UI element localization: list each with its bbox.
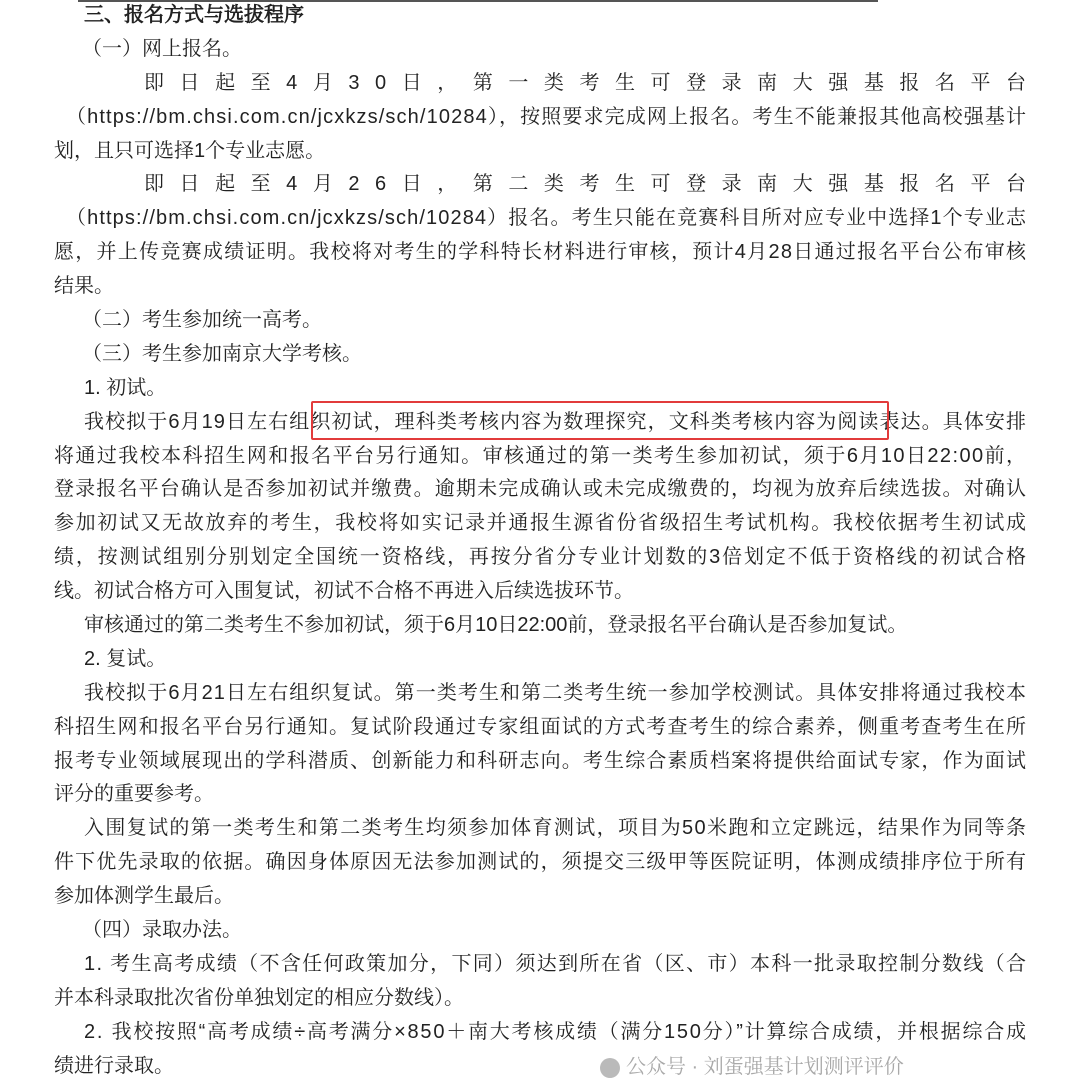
- text-line: [54, 473, 1026, 507]
- text-line: [54, 202, 1026, 236]
- text-line-content: 划，且只可选择1个专业志愿。: [54, 139, 326, 162]
- red-highlight-box: [311, 401, 889, 440]
- text-line-content: 线。初试合格方可入围复试，初试不合格不再进入后续选拔环节。: [54, 580, 634, 603]
- text-line-content: （二）考生参加统一高考。: [82, 309, 322, 332]
- text-line-content: 愿，并上传竞赛成绩证明。我校将对考生的学科特长材料进行审核，预计4月28日通过报名平台公布审核: [54, 241, 1028, 264]
- text-line: [54, 643, 1026, 677]
- text-line-content: 三、报名方式与选拔程序: [84, 4, 304, 26]
- text-line: [54, 846, 1026, 880]
- text-line: [54, 101, 1026, 135]
- text-line-content: 科招生网和报名平台另行通知。复试阶段通过专家组面试的方式考查考生的综合素养，侧重考查考生在所: [54, 715, 1028, 738]
- text-line-content: 评分的重要参考。: [54, 783, 214, 806]
- text-line-content: 1. 考生高考成绩（不含任何政策加分，下同）须达到所在省（区、市）本科一批录取控制分数线（合: [84, 952, 1028, 975]
- text-line: [54, 609, 1026, 643]
- text-line: [54, 440, 1026, 474]
- text-line-content: 件下优先录取的依据。确因身体原因无法参加测试的，须提交三级甲等医院证明，体测成绩排序位于所有: [54, 851, 1028, 874]
- text-line: [54, 304, 1026, 338]
- text-line-content: 我校拟于6月19日左右组织初试，理科类考核内容为数理探究，文科类考核内容为阅读表达。具体安排: [84, 410, 1028, 433]
- text-line: [54, 33, 1026, 67]
- text-line: [54, 338, 1026, 372]
- text-line-content: （四）录取办法。: [82, 919, 242, 942]
- watermark: [600, 1053, 904, 1081]
- text-line: [54, 507, 1026, 541]
- text-line-content: （https://bm.chsi.com.cn/jcxkzs/sch/10284），按照要求完成网上报名。考生不能兼报其他高校强基计: [66, 105, 1028, 128]
- text-line-content: 即日起至4月26日，第二类考生可登录南大强基报名平台: [144, 173, 1042, 196]
- text-line-content: 结果。: [54, 275, 114, 298]
- text-line: [54, 711, 1026, 745]
- text-line: [54, 778, 1026, 812]
- text-line-content: 即日起至4月30日，第一类考生可登录南大强基报名平台: [144, 71, 1042, 94]
- text-line: [54, 270, 1026, 304]
- wechat-icon: [600, 1058, 620, 1078]
- text-line-content: （一）网上报名。: [82, 37, 242, 60]
- text-line: [54, 575, 1026, 609]
- text-line: [54, 982, 1026, 1016]
- text-line-content: （https://bm.chsi.com.cn/jcxkzs/sch/10284）报名。考生只能在竞赛科目所对应专业中选择1个专业志: [66, 207, 1028, 230]
- text-line-content: 绩进行录取。: [54, 1054, 174, 1077]
- text-line: [54, 541, 1026, 575]
- text-line-content: 登录报名平台确认是否参加初试并缴费。逾期未完成确认或未完成缴费的，均视为放弃后续选拔。对确认: [54, 478, 1028, 501]
- text-line: [54, 677, 1026, 711]
- text-line: [54, 812, 1026, 846]
- text-line-content: 并本科录取批次省份单独划定的相应分数线）。: [54, 986, 464, 1009]
- text-line-content: 参加初试又无故放弃的考生，我校将如实记录并通报生源省份省级招生考试机构。我校依据考生初试成: [54, 512, 1028, 535]
- text-line-content: 2. 复试。: [84, 647, 167, 670]
- text-line: [54, 1016, 1026, 1050]
- text-line: [54, 880, 1026, 914]
- text-line-content: （三）考生参加南京大学考核。: [82, 342, 362, 365]
- text-line-content: 将通过我校本科招生网和报名平台另行通知。审核通过的第一类考生参加初试，须于6月10日22:00前，: [54, 444, 1028, 467]
- text-line-content: 报考专业领域展现出的学科潜质、创新能力和科研志向。考生综合素质档案将提供给面试专家，作为面试: [54, 749, 1028, 772]
- text-line-content: 1. 初试。: [84, 376, 167, 399]
- text-line-content: 审核通过的第二类考生不参加初试，须于6月10日22:00前，登录报名平台确认是否参加复试。: [84, 614, 908, 637]
- text-line: [54, 168, 1042, 202]
- text-line-content: 2. 我校按照“高考成绩÷高考满分×850＋南大考核成绩（满分150分）”计算综合成绩，并根据综合成: [84, 1020, 1028, 1043]
- section-heading: [54, 0, 1026, 33]
- text-line: [54, 236, 1026, 270]
- text-line-content: 参加体测学生最后。: [54, 885, 234, 908]
- text-line: [54, 745, 1026, 779]
- watermark-text: 公众号 · 刘蛋强基计划测评评价: [626, 1056, 904, 1078]
- text-line-content: 入围复试的第一类考生和第二类考生均须参加体育测试，项目为50米跑和立定跳远，结果作为同等条: [84, 817, 1028, 840]
- text-line: [54, 948, 1026, 982]
- text-line: [54, 135, 1026, 169]
- text-line-content: 我校拟于6月21日左右组织复试。第一类考生和第二类考生统一参加学校测试。具体安排将通过我校本: [84, 681, 1028, 704]
- document-body: [54, 0, 1042, 1084]
- text-line: [54, 67, 1042, 101]
- text-line-content: 绩，按测试组别分别划定全国统一资格线，再按分省分专业计划数的3倍划定不低于资格线的初试合格: [54, 546, 1028, 569]
- text-line: [54, 914, 1026, 948]
